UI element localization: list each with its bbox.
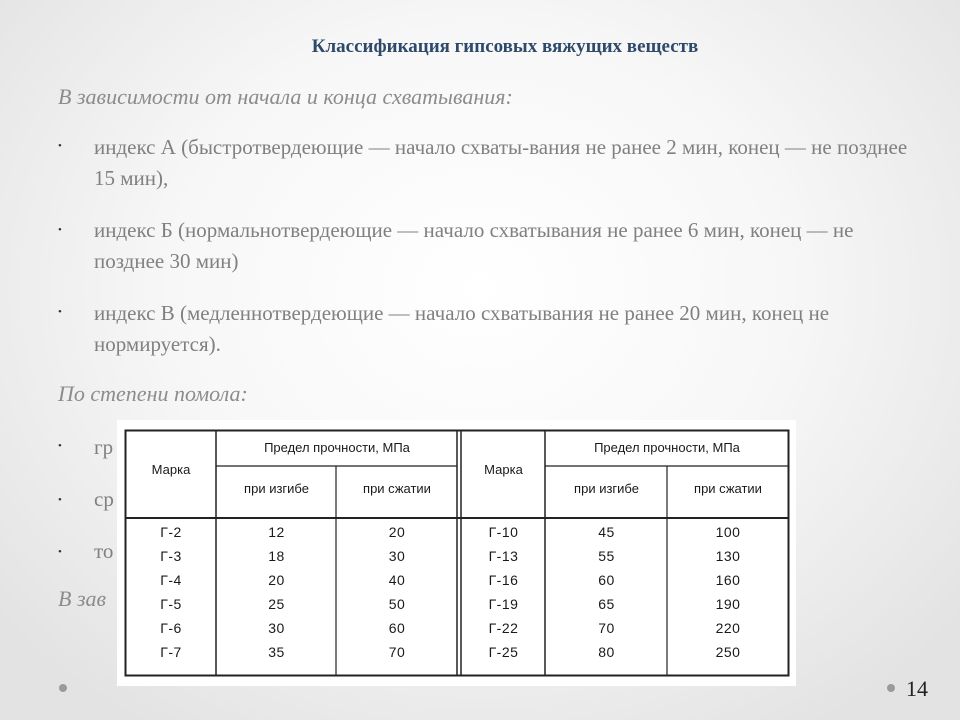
- gypsum-grade-table: [117, 420, 796, 686]
- table-cell: 70: [388, 644, 406, 660]
- header-compression-left: при сжатии: [363, 481, 431, 496]
- table-cell: 80: [598, 644, 615, 660]
- slide-title: Классификация гипсовых вяжущих веществ: [311, 36, 699, 57]
- bullet-dot-icon: •: [58, 306, 62, 318]
- table-cell: Г-3: [160, 548, 182, 564]
- table-cell: 70: [598, 620, 615, 636]
- table-cell: 35: [268, 644, 285, 660]
- bullet-grinding-fine: то: [94, 539, 114, 563]
- table-cell: 220: [715, 620, 741, 636]
- table-cell: 65: [598, 596, 615, 612]
- page-number: 14: [906, 676, 928, 701]
- table-cell: 50: [388, 596, 406, 612]
- table-cell: 20: [388, 524, 406, 540]
- table-cell: Г-2: [160, 524, 182, 540]
- table-cell: 160: [715, 572, 741, 588]
- table-cell: 18: [268, 548, 285, 564]
- header-mark-left: Марка: [151, 462, 191, 477]
- section-heading-partial: В зав: [58, 586, 107, 611]
- section-heading-setting: В зависимости от начала и конца схватывания:: [58, 84, 513, 109]
- table-cell: 100: [715, 524, 741, 540]
- header-bending-left: при изгибе: [244, 481, 309, 496]
- table-cell: Г-13: [488, 548, 519, 564]
- table-cell: Г-7: [160, 644, 182, 660]
- table-cell: Г-16: [488, 572, 519, 588]
- table-cell: 30: [388, 548, 406, 564]
- header-mark-right: Марка: [484, 462, 523, 477]
- footer-dot-icon: [887, 684, 895, 692]
- table-cell: 250: [715, 644, 741, 660]
- bullet-dot-icon: •: [58, 224, 62, 236]
- table-cell: Г-6: [160, 620, 182, 636]
- header-bending-right: при изгибе: [574, 481, 639, 496]
- header-strength-right: Предел прочности, МПа: [594, 440, 740, 455]
- header-strength-left: Предел прочности, МПа: [264, 440, 410, 455]
- table-cell: 190: [715, 596, 741, 612]
- table-cell: Г-19: [488, 596, 519, 612]
- table-cell: 60: [598, 572, 615, 588]
- table-cell: Г-4: [160, 572, 182, 588]
- table-cell: Г-10: [488, 524, 519, 540]
- bullet-dot-icon: •: [58, 440, 62, 452]
- bullet-index-a: индекс А (быстротвердеющие — начало схваты-вания не ранее 2 мин, конец — не позднее 15 мин),: [94, 135, 908, 190]
- bullet-grinding-medium: ср: [94, 487, 114, 511]
- bullet-dot-icon: •: [58, 546, 62, 558]
- table-cell: 60: [388, 620, 406, 636]
- bullet-index-b: индекс Б (нормальнотвердеющие — начало схватывания не ранее 6 мин, конец — не позднее 30 мин): [94, 218, 854, 273]
- table-cell: 45: [598, 524, 615, 540]
- table-cell: 12: [268, 524, 285, 540]
- footer-dot-icon: [59, 684, 67, 692]
- bullet-dot-icon: •: [58, 494, 62, 506]
- table-cell: 30: [268, 620, 285, 636]
- section-heading-grinding: По степени помола:: [58, 381, 248, 406]
- table-cell: 130: [715, 548, 741, 564]
- table-cell: Г-22: [488, 620, 519, 636]
- table-cell: Г-25: [488, 644, 519, 660]
- table-cell: Г-5: [160, 596, 182, 612]
- bullet-index-v: индекс В (медленнотвердеющие — начало схватывания не ранее 20 мин, конец не нормируется).: [94, 301, 830, 356]
- bullet-grinding-coarse: гр: [94, 435, 114, 459]
- table-cell: 40: [388, 572, 406, 588]
- bullet-dot-icon: •: [58, 140, 62, 152]
- header-compression-right: при сжатии: [694, 481, 762, 496]
- table-cell: 25: [268, 596, 285, 612]
- table-cell: 55: [598, 548, 615, 564]
- table-cell: 20: [268, 572, 285, 588]
